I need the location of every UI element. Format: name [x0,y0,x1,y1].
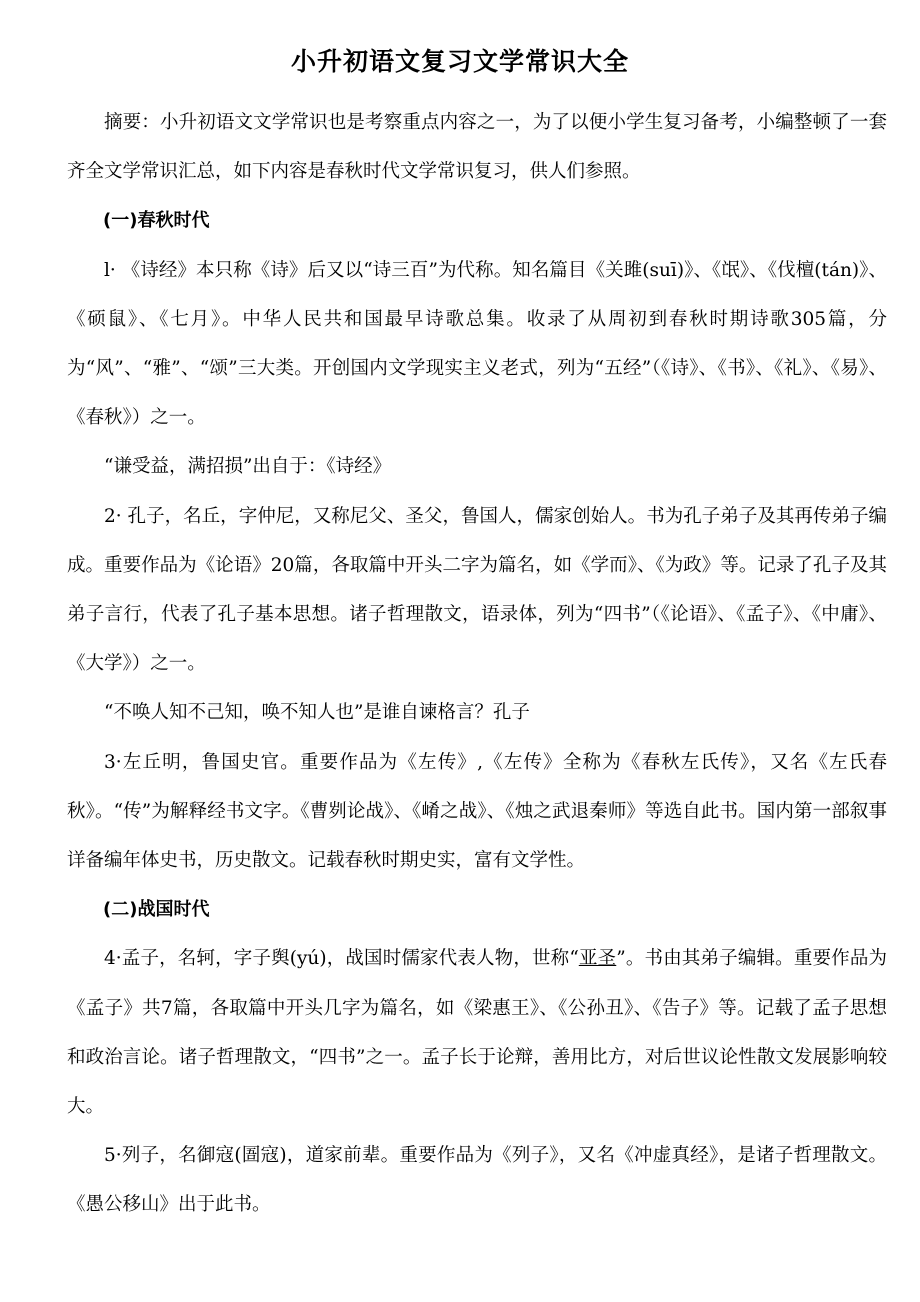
document-title: 小升初语文复习文学常识大全 [290,47,629,76]
paragraph-zuoqiuming: 3·左丘明，鲁国史官。重要作品为《左传》,《左传》全称为《春秋左氏传》，又名《左氏春秋》。“传”为解释经书文字。《曹刿论战》、《崤之战》、《烛之武退秦师》等选自此书。国内第一部叙事详备编年体史书，历史散文。记载春秋时期史实，富有文学性。 [67,751,887,872]
paragraph-confucius-quote: “不唤人知不己知，唤不知人也”是谁自谏格言？孔子 [104,702,530,724]
abstract-paragraph: 摘要：小升初语文文学常识也是考察重点内容之一，为了以便小学生复习备考，小编整顿了一套齐全文学常识汇总，如下内容是春秋时代文学常识复习，供人们参照。 [67,112,887,183]
paragraph-shijing-quote: “谦受益，满招损”出自于：《诗经》 [104,456,392,478]
mencius-text-before: 4·孟子，名轲，字子舆(yú)，战国时儒家代表人物，世称“ [104,948,579,970]
mencius-underlined-title: 亚圣 [578,948,617,970]
mencius-text-after: ”。书由其弟子编辑。重要作品为《孟子》共7篇，各取篇中开头几字为篇名，如《梁惠王》、《公孙丑》、《告子》等。记载了孟子思想和政治言论。诸子哲理散文，“四书”之一。孟子长于论辩，善用比方，对后世议论性散文发展影响较大。 [67,948,887,1118]
paragraph-shijing: l· 《诗经》本只称《诗》后又以“诗三百”为代称。知名篇目《关雎(suī)》、《氓》、《伐檀(tán)》、《硕鼠》、《七月》。中华人民共和国最早诗歌总集。收录了从周初到春秋时期诗歌305篇，分为“风”、“雅”、“颂”三大类。开创国内文学现实主义老式，列为“五经”（《诗》、《书》、《礼》、《易》、《春秋》）之一。 [67,259,887,429]
section-heading-warring-states: (二)战国时代 [103,899,210,921]
section-heading-spring-autumn: (一)春秋时代 [103,210,210,232]
document-body [67,98,887,1230]
paragraph-liezi: 5·列子，名御寇(圄寇)，道家前辈。重要作品为《列子》，又名《冲虚真经》，是诸子哲理散文。《愚公移山》出于此书。 [67,1145,887,1216]
paragraph-confucius: 2· 孔子，名丘，字仲尼，又称尼父、圣父，鲁国人，儒家创始人。书为孔子弟子及其再传弟子编成。重要作品为《论语》20篇，各取篇中开头二字为篇名，如《学而》、《为政》等。记录了孔子及其弟子言行，代表了孔子基本思想。诸子哲理散文，语录体，列为“四书”（《论语》、《孟子》、《中庸》、《大学》）之一。 [67,505,887,675]
paragraph-mencius [67,934,887,1131]
